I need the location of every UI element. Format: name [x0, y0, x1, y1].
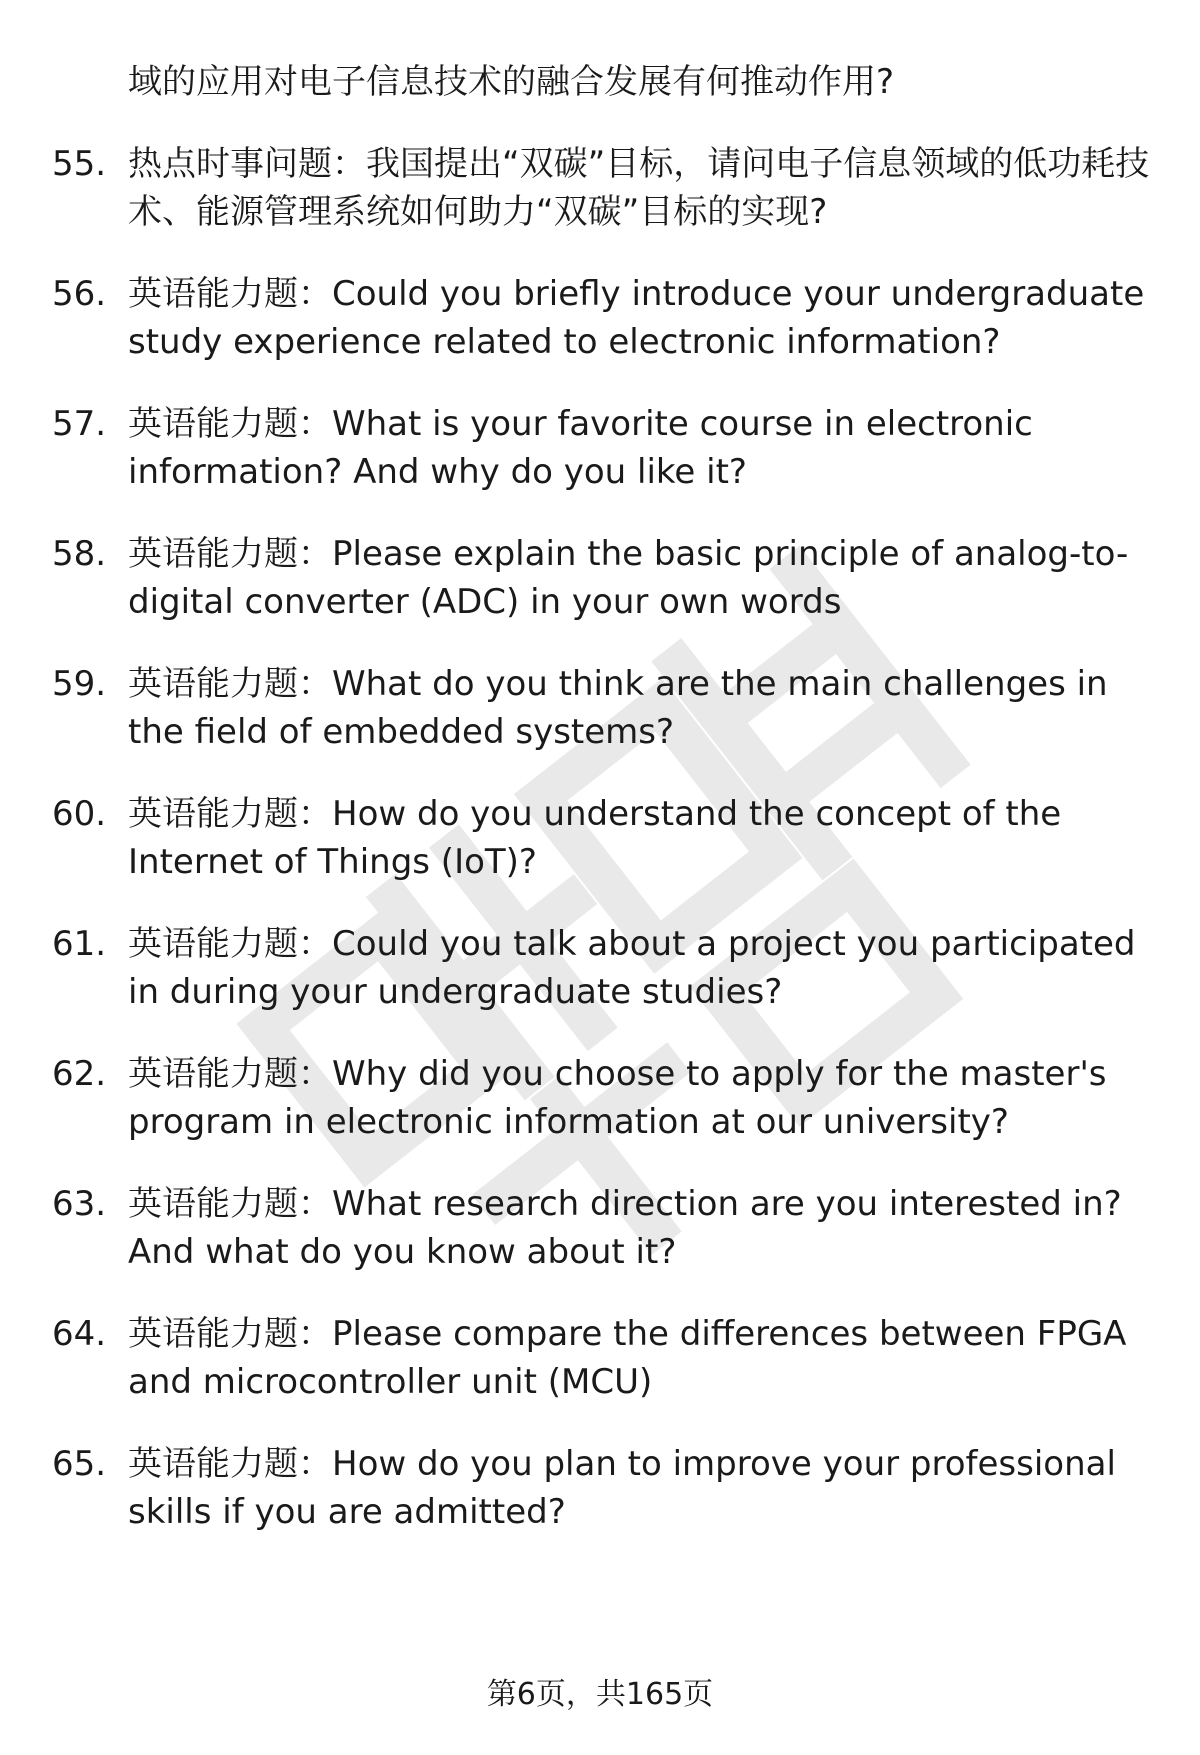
- list-item: [52, 1180, 1162, 1276]
- question-text: 热点时事问题：我国提出“双碳”目标，请问电子信息领域的低功耗技术、能源管理系统如何助力“双碳”目标的实现?: [128, 144, 1150, 232]
- question-list: [52, 140, 1162, 1570]
- list-item: [52, 1050, 1162, 1146]
- question-text: 英语能力题：Please explain the basic principle of analog-to-digital converter (ADC) in your own words: [128, 534, 1129, 622]
- list-item: [52, 270, 1162, 366]
- question-number: 55.: [52, 144, 107, 184]
- list-item: [52, 1310, 1162, 1406]
- page-footer: 第6页，共165页: [486, 1677, 714, 1712]
- list-item: [52, 140, 1162, 236]
- question-number: 56.: [52, 274, 107, 314]
- question-text: 英语能力题：Could you talk about a project you participated in during your undergraduate studies?: [128, 924, 1136, 1012]
- question-text: 英语能力题：What is your favorite course in electronic information? And why do you like it?: [128, 404, 1033, 492]
- question-number: 64.: [52, 1314, 107, 1354]
- list-item: [52, 530, 1162, 626]
- question-number: 59.: [52, 664, 107, 704]
- list-item: [52, 920, 1162, 1016]
- question-text: 英语能力题：What research direction are you interested in? And what do you know about it?: [128, 1184, 1122, 1272]
- list-item: [52, 790, 1162, 886]
- question-number: 57.: [52, 404, 107, 444]
- question-number: 62.: [52, 1054, 107, 1094]
- question-text: 英语能力题：Please compare the differences between FPGA and microcontroller unit (MCU): [128, 1314, 1127, 1402]
- question-number: 63.: [52, 1184, 107, 1224]
- question-text: 英语能力题：How do you understand the concept of the Internet of Things (IoT)?: [128, 794, 1062, 882]
- question-number: 58.: [52, 534, 107, 574]
- continuation-text: 域的应用对电子信息技术的融合发展有何推动作用?: [128, 62, 895, 102]
- question-text: 英语能力题：How do you plan to improve your professional skills if you are admitted?: [128, 1444, 1116, 1532]
- question-number: 65.: [52, 1444, 107, 1484]
- question-number: 61.: [52, 924, 107, 964]
- question-number: 60.: [52, 794, 107, 834]
- question-text: 英语能力题：What do you think are the main challenges in the field of embedded systems?: [128, 664, 1108, 752]
- question-text: 英语能力题：Why did you choose to apply for the master's program in electronic information at our university?: [128, 1054, 1107, 1142]
- question-text: 英语能力题：Could you briefly introduce your undergraduate study experience related to electronic information?: [128, 274, 1145, 362]
- list-item: [52, 660, 1162, 756]
- list-item: [52, 1440, 1162, 1536]
- list-item: [52, 400, 1162, 496]
